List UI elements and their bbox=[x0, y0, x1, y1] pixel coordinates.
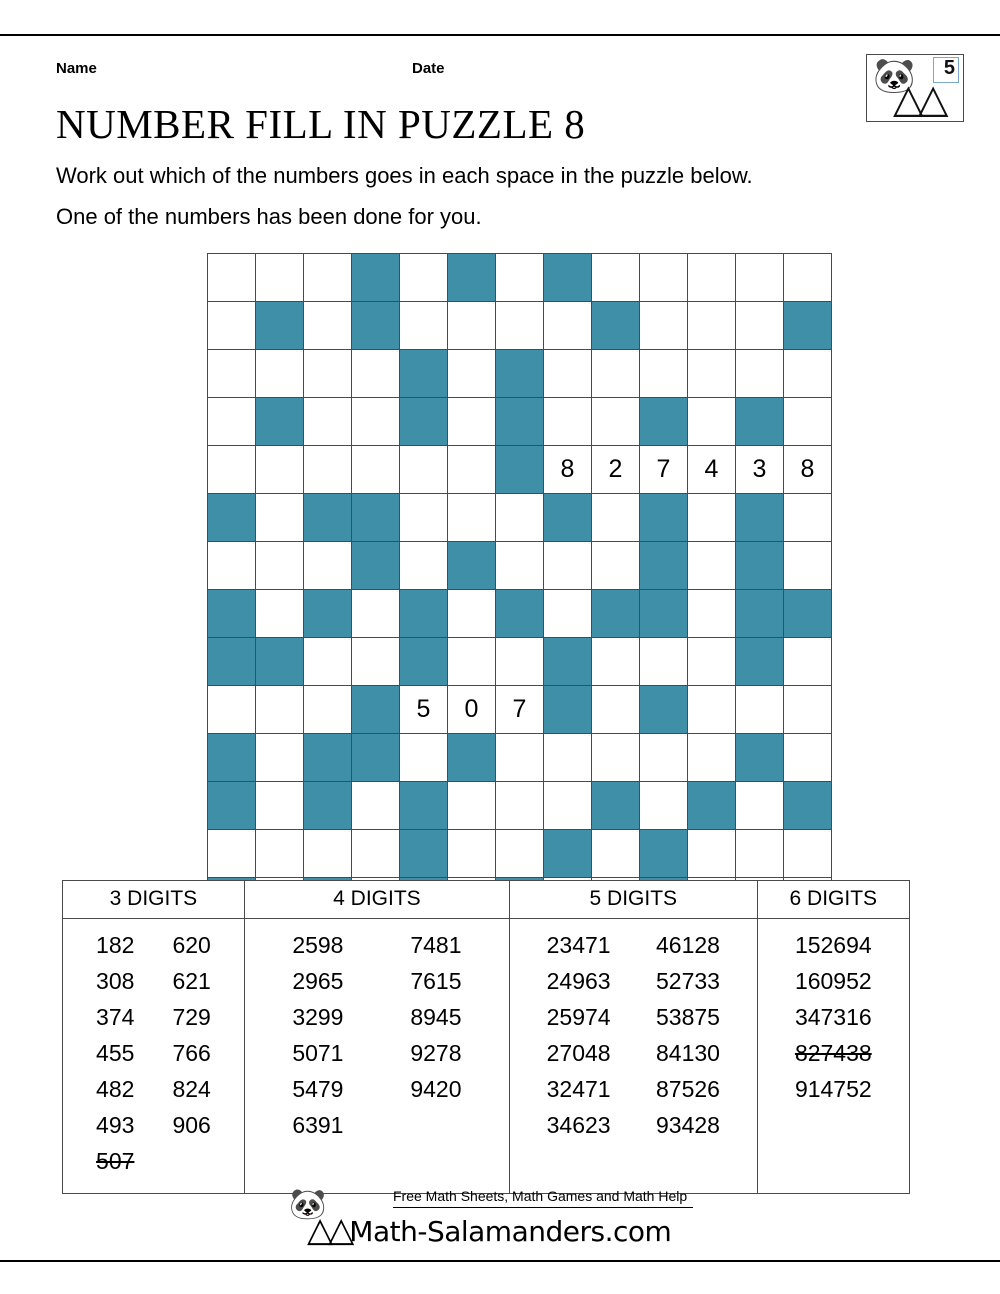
bank-number[interactable]: 25974 bbox=[546, 1004, 611, 1030]
bank-group-3-digits bbox=[63, 919, 245, 1194]
grid-cell-empty[interactable] bbox=[304, 350, 352, 398]
grid-cell-empty[interactable] bbox=[688, 302, 736, 350]
grid-cell-block bbox=[448, 542, 496, 590]
bank-number[interactable]: 729 bbox=[172, 1004, 211, 1030]
grid-cell-block bbox=[400, 782, 448, 830]
grid-cell-empty[interactable] bbox=[544, 734, 592, 782]
grid-cell-empty[interactable] bbox=[544, 782, 592, 830]
grid-cell-block bbox=[784, 590, 832, 638]
grid-cell-empty[interactable] bbox=[592, 542, 640, 590]
salamander-icon: 🐼 bbox=[873, 57, 916, 95]
name-label: Name bbox=[56, 60, 97, 77]
grid-cell-empty[interactable] bbox=[352, 590, 400, 638]
grid-row bbox=[208, 542, 832, 590]
grid-cell-empty[interactable] bbox=[352, 398, 400, 446]
grid-cell-empty[interactable] bbox=[352, 782, 400, 830]
salamander-logo bbox=[866, 54, 964, 122]
bank-number[interactable]: 347316 bbox=[794, 1004, 872, 1030]
grid-cell-empty[interactable] bbox=[448, 446, 496, 494]
grid-cell-block bbox=[304, 734, 352, 782]
grid-cell-empty[interactable] bbox=[592, 638, 640, 686]
grid-cell-empty[interactable] bbox=[352, 830, 400, 878]
grid-cell-empty[interactable] bbox=[784, 542, 832, 590]
bank-column bbox=[656, 927, 720, 1143]
bank-header-5-digits: 5 DIGITS bbox=[509, 881, 757, 919]
grid-cell-block bbox=[736, 494, 784, 542]
grid-cell-empty[interactable] bbox=[208, 830, 256, 878]
grid-cell-block bbox=[256, 638, 304, 686]
grid-cell-block bbox=[496, 446, 544, 494]
grid-cell-empty[interactable] bbox=[784, 638, 832, 686]
grid-cell-empty[interactable] bbox=[544, 542, 592, 590]
bank-number[interactable]: 6391 bbox=[292, 1112, 344, 1138]
grid-cell-empty[interactable] bbox=[544, 302, 592, 350]
grid-cell-empty[interactable] bbox=[448, 350, 496, 398]
grid-cell-empty[interactable] bbox=[400, 542, 448, 590]
grid-cell-block bbox=[544, 638, 592, 686]
grid-cell-empty[interactable] bbox=[496, 254, 544, 302]
grid-cell-empty[interactable] bbox=[688, 638, 736, 686]
bank-number[interactable]: 160952 bbox=[794, 968, 872, 994]
bank-number[interactable]: 32471 bbox=[546, 1076, 611, 1102]
bank-number[interactable]: 23471 bbox=[546, 932, 611, 958]
grid-cell-empty[interactable] bbox=[736, 830, 784, 878]
grid-cell-empty[interactable] bbox=[496, 494, 544, 542]
grid-cell-empty[interactable] bbox=[400, 446, 448, 494]
bank-number-used[interactable]: 827438 bbox=[794, 1040, 872, 1066]
grid-cell-empty[interactable] bbox=[256, 350, 304, 398]
bank-number[interactable]: 5071 bbox=[292, 1040, 344, 1066]
bank-number[interactable]: 24963 bbox=[546, 968, 611, 994]
bank-number[interactable]: 8945 bbox=[410, 1004, 462, 1030]
grid-cell-block bbox=[640, 686, 688, 734]
grid-cell-block bbox=[688, 782, 736, 830]
bank-number[interactable]: 455 bbox=[96, 1040, 135, 1066]
bank-body-row bbox=[63, 919, 910, 1194]
grid-cell-block bbox=[400, 590, 448, 638]
grid-cell-block bbox=[736, 638, 784, 686]
grid-cell-empty[interactable] bbox=[208, 302, 256, 350]
page-title: NUMBER FILL IN PUZZLE 8 bbox=[56, 101, 586, 147]
grid-cell-block bbox=[592, 302, 640, 350]
footer bbox=[0, 1188, 1000, 1250]
grid-cell-empty[interactable] bbox=[784, 350, 832, 398]
grid-cell-empty[interactable] bbox=[592, 830, 640, 878]
footer-divider bbox=[393, 1207, 693, 1208]
grid-cell-block bbox=[544, 254, 592, 302]
grid-cell-block bbox=[592, 590, 640, 638]
grid-cell-empty[interactable] bbox=[496, 302, 544, 350]
grid-row bbox=[208, 446, 832, 494]
grid-cell-block bbox=[736, 734, 784, 782]
grid-cell-empty[interactable] bbox=[784, 686, 832, 734]
grid-cell-block bbox=[640, 494, 688, 542]
grid-cell-empty[interactable] bbox=[640, 638, 688, 686]
grid-cell-empty[interactable] bbox=[448, 782, 496, 830]
grid-cell-empty[interactable] bbox=[256, 446, 304, 494]
bank-number[interactable]: 906 bbox=[172, 1112, 211, 1138]
grid-cell-empty[interactable] bbox=[208, 686, 256, 734]
instruction-line-1: Work out which of the numbers goes in each space in the puzzle below. bbox=[56, 163, 753, 188]
grid-cell-block bbox=[352, 734, 400, 782]
bottom-divider bbox=[0, 1260, 1000, 1262]
grid-cell-block bbox=[544, 830, 592, 878]
grid-row bbox=[208, 782, 832, 830]
grid-cell-empty[interactable] bbox=[304, 638, 352, 686]
bank-group-6-digits bbox=[757, 919, 909, 1194]
grid-cell-block bbox=[400, 830, 448, 878]
grid-cell-block bbox=[352, 254, 400, 302]
bank-column bbox=[96, 927, 134, 1179]
grid-cell-block bbox=[640, 590, 688, 638]
bank-number-used[interactable]: 507 bbox=[96, 1148, 135, 1174]
grid-cell-block bbox=[208, 494, 256, 542]
grid-cell-block bbox=[736, 542, 784, 590]
grid-cell-empty[interactable] bbox=[544, 398, 592, 446]
grid-cell-empty[interactable] bbox=[304, 830, 352, 878]
grid-cell-empty[interactable] bbox=[448, 398, 496, 446]
bank-column bbox=[172, 927, 210, 1179]
grid-row bbox=[208, 638, 832, 686]
grid-cell-filled[interactable]: 2 bbox=[592, 446, 640, 494]
grid-cell-block bbox=[496, 398, 544, 446]
bank-number[interactable]: 482 bbox=[96, 1076, 135, 1102]
grid-cell-empty[interactable] bbox=[400, 302, 448, 350]
footer-url[interactable] bbox=[307, 1210, 693, 1250]
grid-cell-empty[interactable] bbox=[208, 542, 256, 590]
grid-cell-empty[interactable] bbox=[208, 398, 256, 446]
grid-cell-empty[interactable] bbox=[592, 734, 640, 782]
bank-number[interactable]: 46128 bbox=[655, 932, 720, 958]
bank-number[interactable]: 27048 bbox=[546, 1040, 611, 1066]
grid-cell-empty[interactable] bbox=[256, 734, 304, 782]
grid-cell-empty[interactable] bbox=[448, 830, 496, 878]
bank-number[interactable]: 374 bbox=[96, 1004, 135, 1030]
bank-header-4-digits: 4 DIGITS bbox=[244, 881, 509, 919]
grid-cell-filled[interactable]: 7 bbox=[496, 686, 544, 734]
grid-cell-block bbox=[256, 302, 304, 350]
grid-cell-empty[interactable] bbox=[352, 638, 400, 686]
bank-number[interactable]: 34623 bbox=[546, 1112, 611, 1138]
grid-cell-empty[interactable] bbox=[304, 446, 352, 494]
bank-number[interactable]: 93428 bbox=[655, 1112, 720, 1138]
grid-cell-empty[interactable] bbox=[304, 254, 352, 302]
grid-cell-empty[interactable] bbox=[496, 638, 544, 686]
bank-number[interactable]: 493 bbox=[96, 1112, 135, 1138]
grid-cell-empty[interactable] bbox=[736, 686, 784, 734]
grid-cell-empty[interactable] bbox=[256, 542, 304, 590]
grid-cell-empty[interactable] bbox=[448, 494, 496, 542]
grid-cell-block bbox=[304, 590, 352, 638]
bank-number[interactable]: 824 bbox=[172, 1076, 211, 1102]
grid-cell-empty[interactable] bbox=[736, 782, 784, 830]
grid-row bbox=[208, 734, 832, 782]
grid-cell-block bbox=[208, 782, 256, 830]
grid-cell-block bbox=[736, 398, 784, 446]
grid-cell-empty[interactable] bbox=[400, 734, 448, 782]
grid-cell-empty[interactable] bbox=[784, 254, 832, 302]
grid-cell-empty[interactable] bbox=[688, 398, 736, 446]
grid-cell-block bbox=[256, 398, 304, 446]
grid-cell-empty[interactable] bbox=[400, 254, 448, 302]
grid-cell-empty[interactable] bbox=[640, 782, 688, 830]
grid-cell-empty[interactable] bbox=[592, 350, 640, 398]
grid-cell-empty[interactable] bbox=[688, 686, 736, 734]
grid-row bbox=[208, 398, 832, 446]
instruction-line-2: One of the numbers has been done for you. bbox=[56, 204, 482, 229]
bank-number[interactable]: 7481 bbox=[410, 932, 462, 958]
grid-cell-empty[interactable] bbox=[496, 734, 544, 782]
grid-cell-empty[interactable] bbox=[640, 254, 688, 302]
grid-cell-block bbox=[208, 638, 256, 686]
grid-cell-block bbox=[496, 350, 544, 398]
grid-cell-empty[interactable] bbox=[688, 734, 736, 782]
footer-inner bbox=[289, 1188, 693, 1250]
grid-cell-block bbox=[352, 686, 400, 734]
number-bank bbox=[62, 880, 910, 1194]
grid-cell-empty[interactable] bbox=[496, 830, 544, 878]
footer-url-text: Math-Salamanders.com bbox=[349, 1215, 672, 1248]
grid-cell-empty[interactable] bbox=[208, 350, 256, 398]
grid-cell-empty[interactable] bbox=[352, 350, 400, 398]
grid-cell-empty[interactable] bbox=[256, 830, 304, 878]
grid-cell-filled[interactable]: 8 bbox=[784, 446, 832, 494]
grid-cell-block bbox=[400, 398, 448, 446]
grid-cell-block bbox=[640, 830, 688, 878]
bank-number[interactable]: 87526 bbox=[655, 1076, 720, 1102]
grid-cell-block bbox=[640, 398, 688, 446]
bank-column bbox=[795, 927, 872, 1107]
bank-number[interactable]: 9420 bbox=[410, 1076, 462, 1102]
bank-number[interactable]: 2965 bbox=[292, 968, 344, 994]
bank-column bbox=[292, 927, 343, 1143]
grid-row bbox=[208, 302, 832, 350]
grid-cell-empty[interactable] bbox=[400, 494, 448, 542]
bank-number[interactable]: 152694 bbox=[794, 932, 872, 958]
grid-cell-block bbox=[304, 494, 352, 542]
grid-cell-empty[interactable] bbox=[544, 590, 592, 638]
bank-group-4-digits bbox=[244, 919, 509, 1194]
bank-number[interactable]: 52733 bbox=[655, 968, 720, 994]
grid-cell-empty[interactable] bbox=[304, 302, 352, 350]
grid-cell-empty[interactable] bbox=[688, 590, 736, 638]
grid-cell-empty[interactable] bbox=[448, 590, 496, 638]
bank-number[interactable]: 766 bbox=[172, 1040, 211, 1066]
grid-cell-filled[interactable]: 0 bbox=[448, 686, 496, 734]
grid-cell-filled[interactable]: 4 bbox=[688, 446, 736, 494]
grid-cell-block bbox=[208, 590, 256, 638]
grid-cell-empty[interactable] bbox=[784, 398, 832, 446]
grid-cell-empty[interactable] bbox=[256, 590, 304, 638]
grade-badge: 5 bbox=[943, 57, 955, 79]
grid-cell-empty[interactable] bbox=[592, 398, 640, 446]
grid-cell-filled[interactable]: 3 bbox=[736, 446, 784, 494]
grid-cell-empty[interactable] bbox=[592, 494, 640, 542]
grid-cell-filled[interactable]: 7 bbox=[640, 446, 688, 494]
grid-cell-block bbox=[400, 638, 448, 686]
grid-cell-block bbox=[352, 302, 400, 350]
bank-number[interactable]: 84130 bbox=[655, 1040, 720, 1066]
grid-cell-empty[interactable] bbox=[592, 686, 640, 734]
grid-cell-empty[interactable] bbox=[448, 638, 496, 686]
grid-cell-filled[interactable]: 5 bbox=[400, 686, 448, 734]
grid-cell-empty[interactable] bbox=[784, 494, 832, 542]
grid-cell-empty[interactable] bbox=[736, 254, 784, 302]
footer-tagline: Free Math Sheets, Math Games and Math Help bbox=[393, 1188, 688, 1204]
grid-cell-empty[interactable] bbox=[352, 446, 400, 494]
grid-cell-empty[interactable] bbox=[784, 734, 832, 782]
grid-cell-empty[interactable] bbox=[256, 494, 304, 542]
mountain-footer-icon: △△ bbox=[307, 1210, 350, 1250]
grid-row bbox=[208, 590, 832, 638]
grid-cell-block bbox=[448, 734, 496, 782]
bank-number[interactable]: 9278 bbox=[410, 1040, 462, 1066]
grid-cell-empty[interactable] bbox=[640, 734, 688, 782]
grid-cell-empty[interactable] bbox=[256, 686, 304, 734]
grid-row bbox=[208, 254, 832, 302]
grid-cell-empty[interactable] bbox=[304, 398, 352, 446]
grid-cell-filled[interactable]: 8 bbox=[544, 446, 592, 494]
grid-cell-block bbox=[208, 734, 256, 782]
bank-number[interactable]: 182 bbox=[96, 932, 135, 958]
grid-cell-empty[interactable] bbox=[688, 350, 736, 398]
bank-number[interactable]: 308 bbox=[96, 968, 135, 994]
grid-cell-block bbox=[784, 302, 832, 350]
puzzle-grid[interactable] bbox=[207, 253, 832, 926]
grid-cell-block bbox=[304, 782, 352, 830]
grid-cell-empty[interactable] bbox=[736, 350, 784, 398]
top-divider bbox=[0, 34, 1000, 36]
bank-column bbox=[410, 927, 461, 1143]
grid-cell-empty[interactable] bbox=[640, 350, 688, 398]
grid-cell-empty[interactable] bbox=[304, 686, 352, 734]
grid-cell-block bbox=[352, 494, 400, 542]
grid-cell-empty[interactable] bbox=[688, 494, 736, 542]
grid-row bbox=[208, 350, 832, 398]
grid-cell-empty[interactable] bbox=[496, 782, 544, 830]
grid-cell-empty[interactable] bbox=[256, 782, 304, 830]
bank-number[interactable]: 2598 bbox=[292, 932, 344, 958]
grid-cell-empty[interactable] bbox=[688, 830, 736, 878]
grid-cell-empty[interactable] bbox=[688, 542, 736, 590]
bank-header-6-digits: 6 DIGITS bbox=[757, 881, 909, 919]
grid-cell-block bbox=[544, 494, 592, 542]
grid-cell-block bbox=[640, 542, 688, 590]
bank-number[interactable]: 914752 bbox=[794, 1076, 872, 1102]
bank-number[interactable]: 3299 bbox=[292, 1004, 344, 1030]
grid-cell-empty[interactable] bbox=[544, 350, 592, 398]
grid-cell-block bbox=[592, 782, 640, 830]
bank-number[interactable]: 53875 bbox=[655, 1004, 720, 1030]
grid-cell-block bbox=[736, 590, 784, 638]
mountain-icon: △△ bbox=[893, 76, 943, 122]
grid-row bbox=[208, 830, 832, 878]
grid-cell-block bbox=[544, 686, 592, 734]
grid-row bbox=[208, 494, 832, 542]
grid-row bbox=[208, 686, 832, 734]
grid-cell-empty[interactable] bbox=[640, 302, 688, 350]
date-label: Date bbox=[412, 60, 445, 77]
grid-cell-block bbox=[784, 782, 832, 830]
grid-cell-block bbox=[352, 542, 400, 590]
bank-column bbox=[547, 927, 611, 1143]
grid-cell-empty[interactable] bbox=[736, 302, 784, 350]
grid-cell-block bbox=[448, 254, 496, 302]
bank-header-3-digits: 3 DIGITS bbox=[63, 881, 245, 919]
grid-cell-empty[interactable] bbox=[592, 254, 640, 302]
grid-cell-empty[interactable] bbox=[784, 830, 832, 878]
bank-number[interactable]: 5479 bbox=[292, 1076, 344, 1102]
grid-cell-empty[interactable] bbox=[496, 542, 544, 590]
bank-group-5-digits bbox=[509, 919, 757, 1194]
grid-cell-block bbox=[496, 590, 544, 638]
grid-cell-empty[interactable] bbox=[448, 302, 496, 350]
bank-number[interactable]: 620 bbox=[172, 932, 211, 958]
bank-number[interactable]: 7615 bbox=[410, 968, 462, 994]
grid-cell-empty[interactable] bbox=[208, 254, 256, 302]
bank-number[interactable]: 621 bbox=[172, 968, 211, 994]
bank-header-row bbox=[63, 881, 910, 919]
grid-cell-empty[interactable] bbox=[304, 542, 352, 590]
grid-cell-empty[interactable] bbox=[688, 254, 736, 302]
salamander-footer-icon: 🐼 bbox=[289, 1188, 327, 1221]
grid-cell-empty[interactable] bbox=[208, 446, 256, 494]
grid-cell-empty[interactable] bbox=[256, 254, 304, 302]
grid-cell-block bbox=[400, 350, 448, 398]
